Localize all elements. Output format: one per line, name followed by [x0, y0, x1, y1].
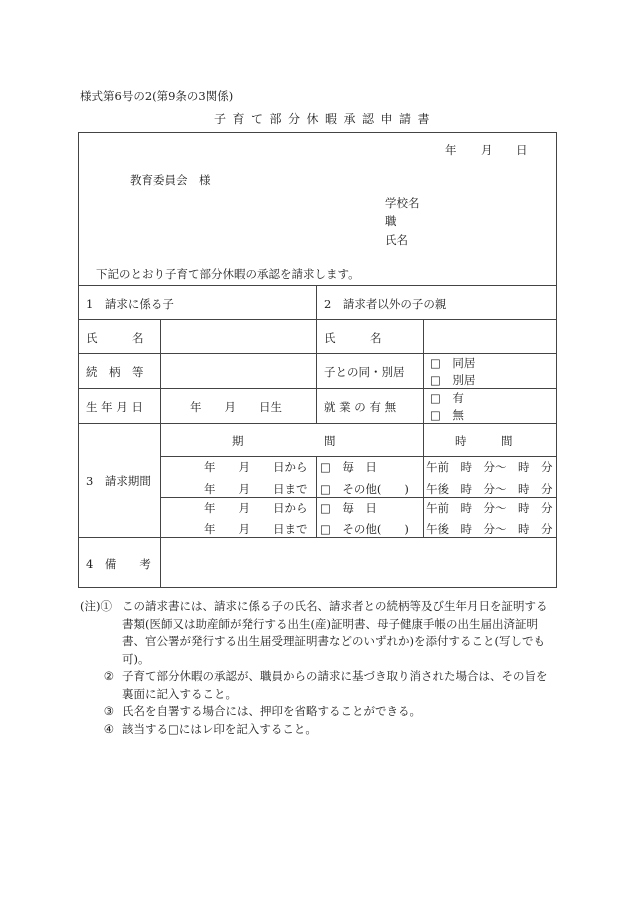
- page-title: 子育て部分休暇承認申請書: [214, 112, 437, 126]
- note-text: 子育て部分休暇の承認が、職員からの請求に基づき取り消された場合は、その旨を裏面に記入すること。: [122, 669, 548, 701]
- note-text: 氏名を自署する場合には、押印を省略することができる。: [122, 704, 421, 718]
- section-child: 1 請求に係る子: [86, 297, 174, 311]
- work-option-no[interactable]: □ 無: [430, 408, 464, 422]
- note-number: ④: [103, 721, 114, 736]
- note-item: [80, 598, 558, 668]
- period-row-date: 年 月 日まで: [204, 482, 308, 496]
- work-option-yes[interactable]: □ 有: [430, 391, 464, 405]
- period-row-time: 午前 時 分〜 時 分: [426, 460, 553, 474]
- note-item: [80, 721, 558, 739]
- name-label: 氏名: [385, 233, 408, 247]
- time-header: 時 間: [455, 434, 513, 448]
- period-row-type[interactable]: □ その他( ): [320, 522, 409, 536]
- cohabit-option-together[interactable]: □ 同居: [430, 356, 476, 370]
- note-text: 該当する□にはレ印を記入すること。: [122, 721, 317, 736]
- notes: [80, 598, 558, 738]
- remarks-field[interactable]: [162, 539, 554, 585]
- parent-name-label: 氏 名: [324, 331, 382, 345]
- addressee: 教育委員会 様: [130, 173, 211, 187]
- period-label: 3 請求期間: [86, 474, 151, 488]
- relation-label: 続 柄 等: [86, 365, 144, 379]
- cohabit-option-separate[interactable]: □ 別居: [430, 373, 476, 387]
- section-other-parent: 2 請求者以外の子の親: [324, 297, 447, 311]
- birth-value: 年 月 日生: [190, 400, 282, 414]
- cohabit-label: 子との同・別居: [324, 365, 405, 379]
- period-row-time: 午後 時 分〜 時 分: [426, 522, 553, 536]
- period-header: 期 間: [232, 434, 336, 448]
- note-number: ②: [103, 669, 114, 683]
- request-sentence: 下記のとおり子育て部分休暇の承認を請求します。: [96, 267, 360, 281]
- note-item: [80, 668, 558, 703]
- period-row-type[interactable]: □ その他( ): [320, 482, 409, 496]
- date-month: 月: [481, 143, 493, 157]
- period-row-type[interactable]: □ 毎 日: [320, 501, 377, 515]
- school-label: 学校名: [385, 196, 420, 210]
- note-number: (注)①: [80, 599, 112, 613]
- period-row-time: 午後 時 分〜 時 分: [426, 482, 553, 496]
- period-row-date: 年 月 日まで: [204, 522, 308, 536]
- period-row-date: 年 月 日から: [204, 501, 308, 515]
- period-row-type[interactable]: □ 毎 日: [320, 460, 377, 474]
- work-label: 就 業 の 有 無: [324, 400, 397, 414]
- period-row-time: 午前 時 分〜 時 分: [426, 501, 553, 515]
- note-number: ③: [103, 704, 114, 718]
- birth-label: 生 年 月 日: [86, 400, 143, 414]
- note-item: [80, 703, 558, 721]
- child-name-label: 氏 名: [86, 331, 144, 345]
- note-text: この請求書には、請求に係る子の氏名、請求者との続柄等及び生年月日を証明する書類(医師又は助産師が発行する出生(産)証明書、母子健康手帳の出生届出済証明書、官公署が発行する出生届受理証明書などのいずれか)を添付すること(写しでも可)。: [122, 599, 548, 666]
- date-year: 年: [445, 143, 457, 157]
- remarks-label: 4 備 考: [86, 557, 151, 571]
- period-row-date: 年 月 日から: [204, 460, 308, 474]
- date-day: 日: [516, 143, 528, 157]
- position-label: 職: [385, 214, 397, 228]
- form-number: 様式第6号の2(第9条の3関係): [80, 89, 234, 103]
